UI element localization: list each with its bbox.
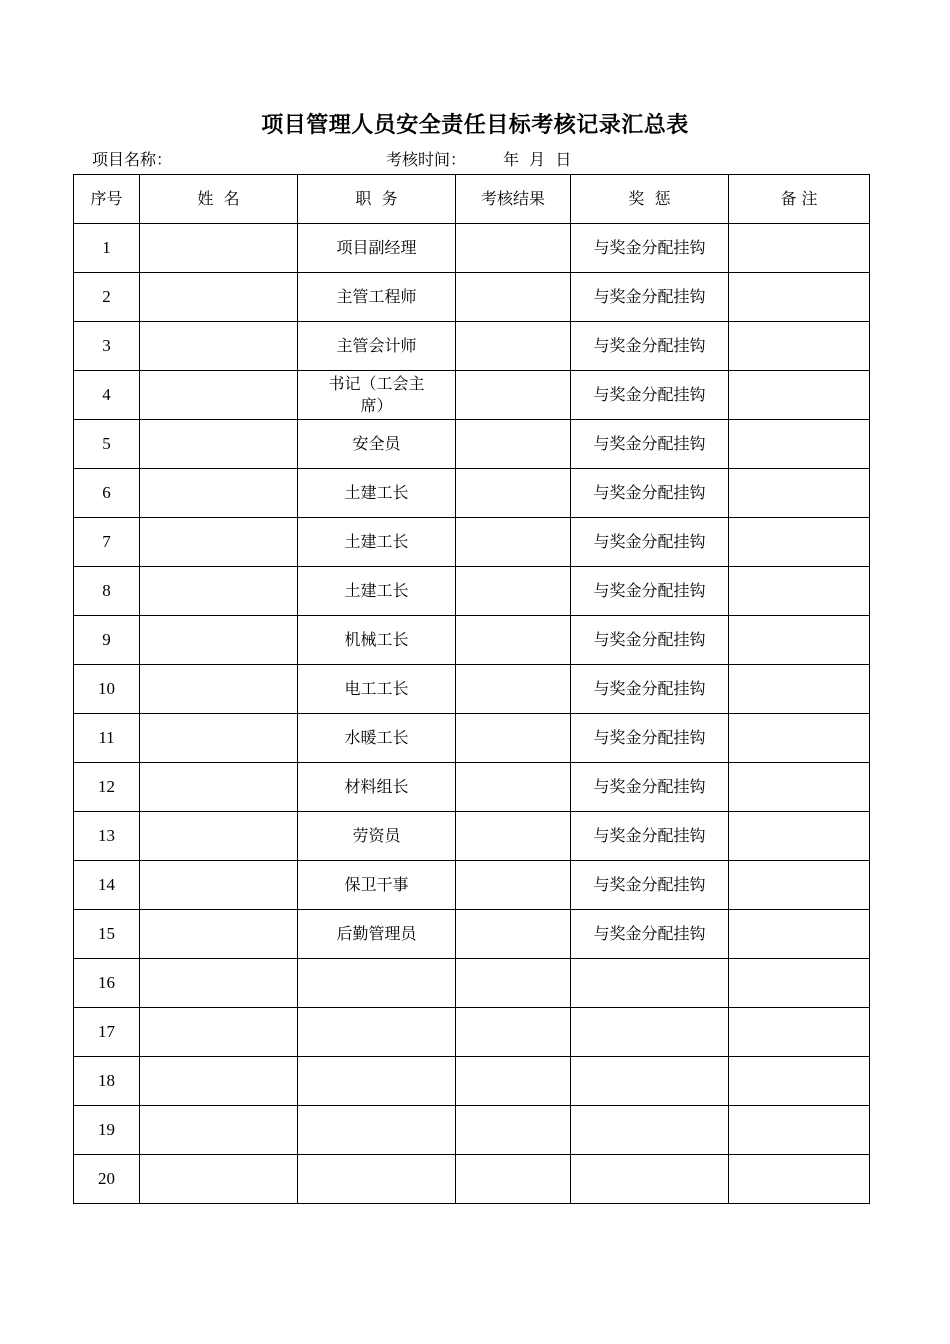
cell-name[interactable]	[140, 910, 298, 959]
cell-role	[298, 224, 456, 273]
role-text: 主管会计师	[336, 336, 417, 355]
cell-result[interactable]	[456, 1057, 571, 1106]
role-text: 材料组长	[344, 777, 409, 796]
cell-reward: 与奖金分配挂钩	[571, 812, 729, 861]
cell-result[interactable]	[456, 616, 571, 665]
cell-role	[298, 273, 456, 322]
cell-role	[298, 469, 456, 518]
cell-note[interactable]	[729, 371, 870, 420]
cell-role	[298, 1057, 456, 1106]
table-row	[74, 812, 870, 861]
cell-note[interactable]	[729, 665, 870, 714]
cell-name[interactable]	[140, 665, 298, 714]
cell-role	[298, 1008, 456, 1057]
cell-note[interactable]	[729, 812, 870, 861]
table-row	[74, 665, 870, 714]
cell-seq: 12	[74, 763, 140, 812]
role-text: 水暖工长	[344, 728, 409, 747]
cell-reward: 与奖金分配挂钩	[571, 371, 729, 420]
cell-note[interactable]	[729, 469, 870, 518]
cell-result[interactable]	[456, 763, 571, 812]
header-reward: 奖 惩	[571, 175, 729, 224]
cell-reward: 与奖金分配挂钩	[571, 763, 729, 812]
cell-note[interactable]	[729, 567, 870, 616]
cell-note[interactable]	[729, 273, 870, 322]
cell-reward	[571, 1057, 729, 1106]
project-name-label: 项目名称：	[92, 150, 173, 169]
cell-note[interactable]	[729, 518, 870, 567]
cell-role	[298, 420, 456, 469]
role-text: 机械工长	[344, 630, 409, 649]
role-text: 土建工长	[344, 532, 409, 551]
cell-name[interactable]	[140, 420, 298, 469]
role-text: 土建工长	[344, 581, 409, 600]
role-text: 电工工长	[344, 679, 409, 698]
role-text: 项目副经理	[336, 238, 417, 257]
assessment-summary-table	[73, 174, 870, 1204]
cell-result[interactable]	[456, 518, 571, 567]
cell-note[interactable]	[729, 861, 870, 910]
cell-role	[298, 763, 456, 812]
cell-reward: 与奖金分配挂钩	[571, 420, 729, 469]
table-row	[74, 616, 870, 665]
cell-name[interactable]	[140, 959, 298, 1008]
cell-name[interactable]	[140, 322, 298, 371]
cell-reward: 与奖金分配挂钩	[571, 861, 729, 910]
cell-note[interactable]	[729, 1008, 870, 1057]
cell-name[interactable]	[140, 469, 298, 518]
cell-reward	[571, 1155, 729, 1204]
cell-seq: 1	[74, 224, 140, 273]
cell-result[interactable]	[456, 665, 571, 714]
cell-role	[298, 714, 456, 763]
cell-seq: 15	[74, 910, 140, 959]
table-row	[74, 371, 870, 420]
cell-name[interactable]	[140, 763, 298, 812]
cell-reward: 与奖金分配挂钩	[571, 322, 729, 371]
role-text: 劳资员	[352, 826, 401, 845]
cell-reward: 与奖金分配挂钩	[571, 469, 729, 518]
cell-role	[298, 1106, 456, 1155]
cell-name[interactable]	[140, 518, 298, 567]
cell-role	[298, 959, 456, 1008]
cell-role	[298, 518, 456, 567]
cell-seq: 10	[74, 665, 140, 714]
cell-role	[298, 322, 456, 371]
table-row	[74, 1008, 870, 1057]
cell-name[interactable]	[140, 1155, 298, 1204]
header-name: 姓 名	[140, 175, 298, 224]
cell-role	[298, 665, 456, 714]
cell-name[interactable]	[140, 567, 298, 616]
cell-result[interactable]	[456, 861, 571, 910]
table-row	[74, 420, 870, 469]
cell-reward: 与奖金分配挂钩	[571, 518, 729, 567]
cell-name[interactable]	[140, 1057, 298, 1106]
cell-result[interactable]	[456, 273, 571, 322]
cell-role	[298, 567, 456, 616]
cell-seq: 11	[74, 714, 140, 763]
exam-date-placeholder: 年 月 日	[503, 150, 572, 169]
cell-seq: 20	[74, 1155, 140, 1204]
table-row	[74, 1155, 870, 1204]
document-title: 项目管理人员安全责任目标考核记录汇总表	[261, 112, 689, 138]
cell-note[interactable]	[729, 959, 870, 1008]
header-seq: 序号	[74, 175, 140, 224]
cell-role	[298, 371, 456, 420]
cell-reward: 与奖金分配挂钩	[571, 910, 729, 959]
cell-note[interactable]	[729, 322, 870, 371]
cell-seq: 14	[74, 861, 140, 910]
cell-result[interactable]	[456, 959, 571, 1008]
cell-note[interactable]	[729, 910, 870, 959]
cell-name[interactable]	[140, 224, 298, 273]
cell-result[interactable]	[456, 714, 571, 763]
table-row	[74, 273, 870, 322]
cell-note[interactable]	[729, 714, 870, 763]
role-text: 后勤管理员	[336, 924, 417, 943]
cell-name[interactable]	[140, 714, 298, 763]
cell-name[interactable]	[140, 812, 298, 861]
table-row	[74, 322, 870, 371]
cell-note[interactable]	[729, 763, 870, 812]
cell-role	[298, 861, 456, 910]
table-row	[74, 1106, 870, 1155]
cell-reward	[571, 1106, 729, 1155]
cell-result[interactable]	[456, 371, 571, 420]
table-body	[74, 224, 870, 1204]
table-row	[74, 861, 870, 910]
cell-note[interactable]	[729, 420, 870, 469]
table-row	[74, 567, 870, 616]
cell-seq: 6	[74, 469, 140, 518]
cell-note[interactable]	[729, 224, 870, 273]
table-row	[74, 714, 870, 763]
cell-name[interactable]	[140, 861, 298, 910]
cell-seq: 2	[74, 273, 140, 322]
header-note: 备 注	[729, 175, 870, 224]
cell-result[interactable]	[456, 1106, 571, 1155]
role-text: 安全员	[352, 434, 401, 453]
cell-seq: 9	[74, 616, 140, 665]
table-row	[74, 224, 870, 273]
cell-result[interactable]	[456, 469, 571, 518]
table-row	[74, 518, 870, 567]
role-text: 保卫干事	[344, 875, 409, 894]
cell-role	[298, 812, 456, 861]
exam-time-label: 考核时间：	[386, 150, 467, 169]
cell-name[interactable]	[140, 1106, 298, 1155]
table-row	[74, 763, 870, 812]
cell-seq: 3	[74, 322, 140, 371]
cell-result[interactable]	[456, 567, 571, 616]
cell-seq: 16	[74, 959, 140, 1008]
cell-reward: 与奖金分配挂钩	[571, 224, 729, 273]
cell-result[interactable]	[456, 812, 571, 861]
cell-role	[298, 910, 456, 959]
cell-reward: 与奖金分配挂钩	[571, 616, 729, 665]
role-text: 书记（工会主席）	[328, 374, 425, 415]
role-text: 主管工程师	[336, 287, 417, 306]
cell-name[interactable]	[140, 616, 298, 665]
cell-note[interactable]	[729, 1155, 870, 1204]
cell-seq: 18	[74, 1057, 140, 1106]
cell-result[interactable]	[456, 420, 571, 469]
cell-seq: 8	[74, 567, 140, 616]
cell-result[interactable]	[456, 910, 571, 959]
cell-reward	[571, 1008, 729, 1057]
header-result: 考核结果	[456, 175, 571, 224]
table-row	[74, 1057, 870, 1106]
cell-role	[298, 616, 456, 665]
cell-result[interactable]	[456, 224, 571, 273]
cell-note[interactable]	[729, 1106, 870, 1155]
cell-seq: 19	[74, 1106, 140, 1155]
cell-note[interactable]	[729, 616, 870, 665]
cell-reward: 与奖金分配挂钩	[571, 567, 729, 616]
cell-role	[298, 1155, 456, 1204]
role-text: 土建工长	[344, 483, 409, 502]
cell-result[interactable]	[456, 1008, 571, 1057]
cell-seq: 17	[74, 1008, 140, 1057]
cell-seq: 13	[74, 812, 140, 861]
cell-note[interactable]	[729, 1057, 870, 1106]
cell-result[interactable]	[456, 322, 571, 371]
cell-reward: 与奖金分配挂钩	[571, 273, 729, 322]
cell-seq: 4	[74, 371, 140, 420]
cell-reward: 与奖金分配挂钩	[571, 714, 729, 763]
table-header-row	[74, 175, 870, 224]
table-row	[74, 959, 870, 1008]
cell-reward: 与奖金分配挂钩	[571, 665, 729, 714]
table-row	[74, 469, 870, 518]
cell-name[interactable]	[140, 371, 298, 420]
header-role: 职 务	[298, 175, 456, 224]
table-row	[74, 910, 870, 959]
cell-seq: 7	[74, 518, 140, 567]
cell-result[interactable]	[456, 1155, 571, 1204]
cell-name[interactable]	[140, 273, 298, 322]
cell-seq: 5	[74, 420, 140, 469]
cell-name[interactable]	[140, 1008, 298, 1057]
cell-reward	[571, 959, 729, 1008]
